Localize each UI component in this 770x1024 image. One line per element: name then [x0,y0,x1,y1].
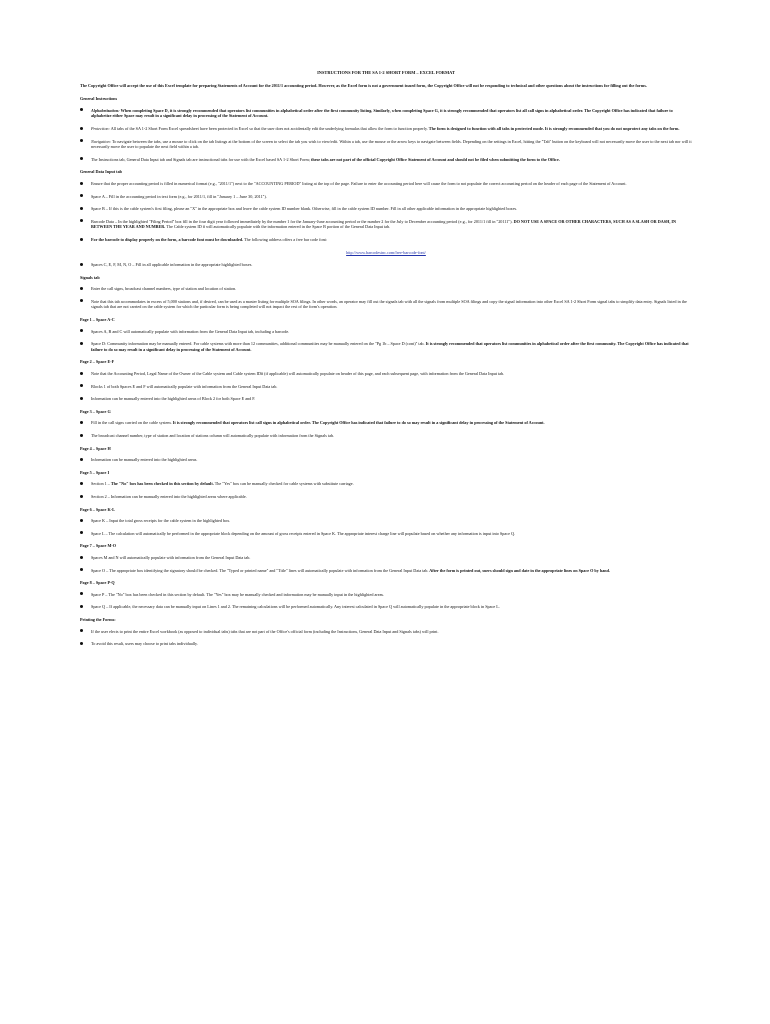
document-content [80,70,692,654]
bullet-icon [80,342,83,345]
bullet-icon [80,372,83,375]
item-text-continued: The Cable system ID # will automatically populate with the information entered in the Space B portion of the General Data Input tab. [165,224,391,230]
bullet-icon [80,458,83,461]
item-text: All tabs of the SA 1-2 Short Form Excel spreadsheet have been protected in Excel so that the user does not accidentally edit the underlying formulas that allow the form to function properly. [109,125,428,131]
document-title: INSTRUCTIONS FOR THE SA 1-2 SHORT FORM – EXCEL FORMAT [317,70,455,75]
bullet-icon [80,157,83,160]
list-item [80,568,692,574]
list-item [80,371,692,377]
list-item [80,194,692,200]
bullet-icon [80,384,83,387]
bullet-icon [80,108,83,111]
bullet-icon [80,531,83,534]
section-heading: Page 6 – Space K-L [80,506,115,512]
section-heading: Page 1 – Space A-C [80,317,115,323]
list-item [80,237,692,243]
bullet-icon [80,605,83,608]
item-text: Enter the call signs, broadcast channel numbers, type of station and location of station. [91,286,237,292]
list-item [80,181,692,187]
list-item [80,433,692,439]
bullet-icon [80,629,83,632]
item-text: Spaces M and N will automatically populate with information from the General Input Data tab. [91,554,251,560]
item-emphasis: DO NOT USE A SPACE OR OTHER CHARACTERS, SUCH AS A SLASH OR DASH, IN BETWEEN THE YEAR AND NUMBER. [91,218,677,230]
bullet-icon [80,495,83,498]
bullet-icon [80,219,83,222]
list-item [80,329,692,335]
item-text: To avoid this result, users may choose to print tabs individually. [91,641,198,647]
list-item [80,341,692,352]
list-item [80,126,692,132]
bullet-icon [80,194,83,197]
list-item [80,494,692,500]
item-text: Barcode Data – In the highlighted "Filing Period" box fill in the four digit year followed immediately by the number 1 for the January-June accounting period or the number 2 for the July to December accounting period (e.g., for 2011/1 fill in "20111"). [91,218,513,224]
item-text: Information can be manually entered into the highlighted areas. [91,457,198,463]
item-text: Space Q – If applicable, the necessary data can be manually input on Lines 1 and 2. The remaining calculations will be performed automatically. Any interest calculated in Space Q will automatically populate in the appropriate block in Space L. [91,604,500,610]
list-item [80,531,692,537]
section-heading: Signals tab [80,274,100,280]
list-item [80,629,692,635]
item-emphasis: The form is designed to function with all tabs in protected mode. It is strongly recommended that you do not unprotect any tabs on the form. [427,125,680,131]
link-paragraph [80,250,692,256]
item-lead: Navigation: [91,138,112,144]
item-lead: Protection: [91,125,110,131]
section-heading: Page 4 – Space H [80,445,111,451]
section-heading: Page 8 – Space P-Q [80,580,115,586]
item-text: Fill in the call signs carried on the cable system. [91,420,172,426]
bullet-icon [80,482,83,485]
list-item [80,457,692,463]
item-text-continued: The following address offers a free bar code font: [243,236,327,242]
item-text: Section 1 – [91,481,110,487]
item-text: The Instructions tab, General Data Input tab and Signals tab are instructional tabs for use with the Excel based SA 1-2 Short Form; [91,156,310,162]
item-text: Space K – Input the total gross receipts for the cable system in the highlighted box. [91,518,231,524]
bullet-icon [80,568,83,571]
section-heading: Printing the Forms: [80,616,116,622]
section-heading: General Instructions [80,96,118,102]
item-text: Ensure that the proper accounting period is filled in numerical format (e.g., "2011/1") next to the "ACCOUNTING PERIOD" listing at the top of the page. Failure to enter the accounting period here will cause the form to not populate the correct accounting period on the header of each page of the Statement of Account. [91,180,627,186]
list-item [80,157,692,163]
item-text: Space L – The calculation will automatically be performed in the appropriate block depending on the amount of gross receipts entered in Space K. The appropriate interest charge line will populate based on whether any information is input into Space Q. [91,530,516,536]
item-text: For the barcode to display properly on the form, a barcode font must be downloaded. [91,236,244,242]
list-item [80,592,692,598]
item-emphasis: After the form is printed out, users should sign and date in the appropriate lines on Space O by hand. [428,567,610,573]
item-text: Information can be manually entered into the highlighted areas of Block 2 for both Space E and F. [91,396,256,402]
item-text: Space A – Fill in the accounting period in text form (e.g., for 2011/1, fill in "January 1 – June 30, 2011"). [91,193,267,199]
list-item [80,206,692,212]
bullet-icon [80,434,83,437]
list-item [80,555,692,561]
bullet-icon [80,207,83,210]
item-emphasis: these tabs are not part of the official Copyright Office Statement of Account and should not be filed when submitting the form to the Office. [309,156,560,162]
section-heading: Page 2 – Space E-F [80,359,115,365]
bullet-icon [80,397,83,400]
section-heading: General Data Input tab [80,169,122,175]
list-item [80,108,692,119]
list-item [80,518,692,524]
item-text: If the user elects to print the entire Excel workbook (as opposed to individual tabs) tabs that are not part of the Office's official form (including the Instructions, General Data Input and Signals tabs) will print. [91,628,439,634]
list-item [80,219,692,230]
section-heading: Page 5 – Space I [80,469,110,475]
section-heading: Page 3 – Space G [80,408,111,414]
item-emphasis: The "No" box has been checked in this section by default. [109,481,214,487]
item-text: Note that the Accounting Period, Legal Name of the Owner of the Cable system and Cable system ID# (if applicable) will automatically populate on header of this page, and each subsequent page, with information from the General Data Input tab. [91,371,505,377]
list-item [80,286,692,292]
bullet-icon [80,329,83,332]
sections-container [80,96,692,647]
item-text: Space B – If this is the cable system's first filing, please an "X" in the appropriate box and leave the cable system ID number blank. Otherwise, fill in the cable system ID number. Fill in all other applicable information in the appropriate highlighted boxes. [91,206,518,212]
list-item [80,139,692,150]
intro-paragraph: The Copyright Office will accept the use of this Excel template for preparing Statements of Account for the 2011/1 accounting period. However, as the Excel form is not a government issued form, the Copyright Office will not be responding to technical and other questions about the instructions for filling out the forms. [80,82,647,88]
bullet-icon [80,592,83,595]
item-text: Section 2 – Information can be manually entered into the highlighted areas where applicable. [91,493,247,499]
item-text: The broadcast channel number, type of station and location of stations column will automatically populate with information from the Signals tab. [91,433,335,438]
list-item [80,384,692,390]
bullet-icon [80,421,83,424]
item-emphasis: It is strongly recommended that operators list communities in alphabetical order after the first community. The Copyright Office has indicated that failure to do so may result in a significant delay in processing of the Statement of Account. [91,341,689,352]
item-text: Blocks 1 of both Spaces E and F will automatically populate with information from the General Input Data tab. [91,383,278,389]
bullet-icon [80,139,83,142]
list-item [80,299,692,310]
list-item [80,604,692,610]
bullet-icon [80,519,83,522]
bullet-icon [80,299,83,302]
bullet-icon [80,238,83,241]
bullet-icon [80,642,83,645]
item-text: To navigate between the tabs, use a mouse to click on the tab listings at the bottom of the screen to select the tab you wish to view/edit. Within a tab, use the mouse or the arrow keys to navigate between fields. Depending on the settings in Excel, hitting the "Tab" button on the keyboard will not necessarily move the user to the next tab nor will it necessarily move the user to populate the next field within a tab. [91,138,692,150]
bullet-icon [80,127,83,130]
section-heading: Page 7 – Space M-O [80,543,117,549]
bullet-icon [80,263,83,266]
item-text: Note that this tab accommodates in excess of 5,000 stations and, if desired, can be used as a master listing for multiple SOA filings. In other words, an operator may fill out the signals tab with all the signals from multiple SOA filings and copy the signal information into other Excel SA 1-2 Short Form signal tabs to simplify data entry. Signals listed in the signals tab that are not carried on the cable system for which the particular form is being completed will not impact the rest of the form's operation. [91,298,687,310]
bullet-icon [80,556,83,559]
list-item [80,262,692,268]
item-text: Space D: Community information may be manually entered. For cable systems with more than 12 communities, additional communities may be manually entered on the "Pg 1b – Space D (cont)" tab. [91,341,425,347]
item-emphasis: It is strongly recommended that operators list call signs in alphabetical order. The Copyright Office has indicated that failure to do so may result in a significant delay in processing of the Statement of Account. [171,420,545,426]
barcode-font-link[interactable]: http://www.barcodesinc.com/free-barcode-font/ [346,249,426,255]
list-item [80,641,692,647]
bullet-icon [80,287,83,290]
list-item [80,481,692,487]
item-lead: Alphabetization: [91,107,120,113]
item-text: Spaces A, B and C will automatically populate with information from the General Data Input tab, including a barcode. [91,328,290,334]
item-text: Space O – The appropriate box identifying the signatory should be checked. The "Typed or printed name" and "Title" lines will automatically populate with information from the General Input Data tab. [91,567,429,573]
item-text-continued: The "Yes" box can be manually checked for cable systems with substitute carriage. [213,481,354,487]
item-text: When completing Space D, it is strongly recommended that operators list communities in alphabetical order after the first community listing. Similarly, when completing Space G, it is strongly recommended that operators list all call signs in alphabetical order. The Copyright Office has indicated that failure to alphabetize either Space may result in a significant delay in processing of the Statement of Account. [91,107,673,119]
list-item [80,396,692,402]
bullet-icon [80,182,83,185]
item-text: Space P – The "No" box has been checked in this section by default. The "Yes" box may be manually checked and information may be manually input in the highlighted areas. [91,591,385,597]
item-text: Spaces C, E, F, M, N, O – Fill in all applicable information in the appropriate highlighted boxes. [91,262,253,268]
list-item [80,420,692,426]
